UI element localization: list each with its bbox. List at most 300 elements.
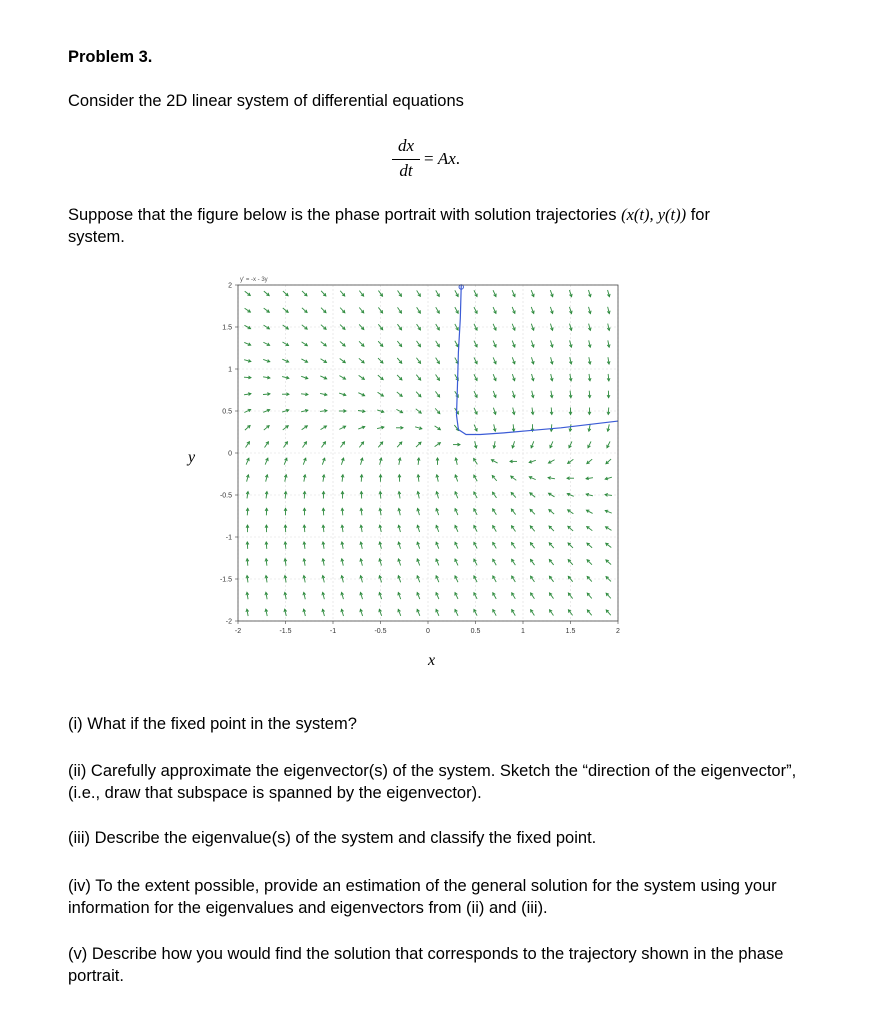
field-arrow <box>379 475 382 482</box>
field-arrow <box>455 307 458 313</box>
field-arrow <box>359 291 363 296</box>
field-arrow <box>474 458 478 464</box>
field-arrow <box>246 442 250 448</box>
field-arrow <box>512 290 515 296</box>
field-arrow <box>493 290 496 296</box>
field-arrow <box>301 376 308 379</box>
field-arrow <box>265 458 268 464</box>
field-arrow <box>359 375 365 379</box>
field-arrow <box>302 291 307 296</box>
y-tick-label: 2 <box>228 282 232 290</box>
field-arrow <box>417 609 420 615</box>
field-arrow <box>398 593 401 600</box>
field-arrow <box>341 525 344 532</box>
field-arrow <box>360 609 363 616</box>
field-arrow <box>493 374 496 380</box>
field-arrow <box>530 509 535 514</box>
field-arrow <box>303 592 306 599</box>
field-arrow <box>436 358 440 364</box>
field-arrow <box>341 559 344 566</box>
x-tick-label: -2 <box>234 628 242 635</box>
field-arrow <box>531 593 535 599</box>
field-arrow <box>587 560 592 565</box>
field-arrow <box>491 460 497 463</box>
field-arrow <box>321 426 327 430</box>
field-arrow <box>397 358 402 363</box>
field-arrow <box>246 559 249 566</box>
field-arrow <box>321 442 325 448</box>
field-arrow <box>588 340 591 347</box>
field-arrow <box>607 290 610 297</box>
field-arrow <box>417 458 420 465</box>
field-arrow <box>303 542 306 549</box>
field-arrow <box>398 290 402 296</box>
field-arrow <box>398 475 401 482</box>
field-arrow <box>568 543 573 548</box>
field-arrow <box>455 475 458 482</box>
question-v: (v) Describe how you would find the solution that corresponds to the trajectory shown in the phase portrait. <box>68 945 784 985</box>
field-arrow <box>493 357 496 363</box>
field-arrow <box>511 526 515 532</box>
field-arrow <box>512 424 515 431</box>
suppose-text-a: Suppose that the figure below is the phase portrait with solution trajectories <box>68 206 622 224</box>
field-arrow <box>416 392 421 397</box>
y-tick-label: 0.5 <box>222 408 232 416</box>
field-arrow <box>531 357 534 364</box>
field-arrow <box>549 543 554 548</box>
field-arrow <box>264 308 270 312</box>
field-arrow <box>339 426 345 429</box>
field-arrow <box>493 341 496 347</box>
field-arrow <box>321 359 327 363</box>
y-tick-label: -1.5 <box>219 576 232 584</box>
x-tick-label: 0.5 <box>470 628 481 635</box>
field-arrow <box>397 392 402 396</box>
field-arrow <box>341 609 344 616</box>
field-arrow <box>417 307 421 313</box>
field-arrow <box>531 391 534 398</box>
field-arrow <box>530 543 534 549</box>
field-arrow <box>455 593 458 599</box>
field-arrow <box>339 376 345 379</box>
field-arrow <box>474 374 477 380</box>
fraction-bar <box>392 159 420 160</box>
field-arrow <box>244 376 251 379</box>
field-arrow <box>339 410 346 413</box>
field-arrow <box>455 525 458 531</box>
field-arrow <box>474 559 477 565</box>
field-arrow <box>512 559 516 565</box>
field-arrow <box>340 325 345 330</box>
field-arrow <box>569 307 572 314</box>
field-arrow <box>455 509 458 515</box>
field-arrow <box>320 409 327 412</box>
field-arrow <box>340 308 345 313</box>
field-arrow <box>549 576 553 582</box>
field-arrow <box>265 525 268 532</box>
field-arrow <box>360 508 363 515</box>
field-arrow <box>398 609 401 616</box>
field-arrow <box>416 442 421 447</box>
field-arrow <box>550 340 553 347</box>
field-arrow <box>455 290 458 296</box>
question-i: (i) What if the fixed point in the system? <box>68 715 357 733</box>
field-arrow <box>303 508 306 515</box>
field-arrow <box>416 409 421 413</box>
field-arrow <box>263 376 270 379</box>
field-arrow <box>549 493 555 497</box>
field-arrow <box>303 559 306 566</box>
field-arrow <box>435 391 439 397</box>
field-arrow <box>550 610 554 616</box>
field-arrow <box>550 290 553 297</box>
rhs-period: . <box>455 149 461 168</box>
field-arrow <box>246 475 249 482</box>
y-tick-label: 0 <box>228 450 232 458</box>
field-arrow <box>493 559 496 565</box>
field-arrow <box>531 374 534 381</box>
field-arrow <box>360 458 363 465</box>
field-arrow <box>531 290 534 297</box>
field-arrow <box>436 508 439 515</box>
field-arrow <box>549 593 553 599</box>
field-arrow <box>550 357 553 364</box>
field-arrow <box>493 526 497 532</box>
field-arrow <box>378 307 382 313</box>
field-arrow <box>246 458 249 464</box>
equation-rhs <box>424 149 460 169</box>
field-arrow <box>587 527 593 531</box>
field-arrow <box>244 393 251 396</box>
question-ii: (ii) Carefully approximate the eigenvector(s) of the system. Sketch the “direction of the eigenvector”, (i.e., draw that subspace is spanned by the eigenvector). <box>68 762 797 802</box>
field-arrow <box>341 458 344 465</box>
field-arrow <box>436 525 439 532</box>
field-arrow <box>246 609 249 616</box>
intro-text: Consider the 2D linear system of differential equations <box>68 92 464 110</box>
field-arrow <box>378 392 384 396</box>
field-arrow <box>245 291 251 295</box>
field-arrow <box>302 342 308 346</box>
field-arrow <box>530 526 534 531</box>
field-arrow <box>588 441 591 447</box>
field-arrow <box>265 508 268 515</box>
field-arrow <box>263 409 269 412</box>
field-arrow <box>321 325 326 330</box>
field-arrow <box>416 358 420 364</box>
field-arrow <box>264 291 269 295</box>
field-arrow <box>244 409 250 412</box>
field-arrow <box>569 391 572 398</box>
equals-sign: = <box>424 149 434 168</box>
field-arrow <box>284 458 287 465</box>
field-arrow <box>607 357 610 364</box>
y-tick-label: 1.5 <box>222 324 232 332</box>
field-arrow <box>417 290 421 296</box>
field-arrow <box>455 542 458 548</box>
field-arrow <box>341 542 344 549</box>
field-arrow <box>360 542 363 549</box>
field-arrow <box>301 359 307 362</box>
field-arrow <box>340 358 346 362</box>
field-arrow <box>360 592 363 599</box>
field-arrow <box>436 559 439 565</box>
field-arrow <box>586 477 593 480</box>
field-arrow <box>455 609 458 615</box>
field-arrow <box>417 525 420 532</box>
field-arrow <box>587 459 592 463</box>
field-arrow <box>321 291 326 296</box>
field-arrow <box>548 460 554 463</box>
field-arrow <box>284 508 287 515</box>
field-arrow <box>550 391 553 398</box>
field-arrow <box>606 459 611 464</box>
field-arrow <box>320 376 326 379</box>
field-arrow <box>322 542 325 549</box>
field-arrow <box>358 393 364 396</box>
field-arrow <box>265 609 268 616</box>
grid <box>238 285 618 621</box>
field-arrow <box>265 592 268 599</box>
field-arrow <box>303 609 306 616</box>
field-arrow <box>492 476 496 481</box>
field-arrow <box>606 560 611 565</box>
field-arrow <box>339 393 346 396</box>
field-arrow <box>398 458 401 465</box>
field-arrow <box>474 290 477 296</box>
field-arrow <box>397 442 402 447</box>
field-arrow <box>360 525 363 532</box>
field-arrow <box>588 374 591 381</box>
field-arrow <box>378 375 383 380</box>
field-arrow <box>379 458 382 465</box>
field-arrow <box>359 308 363 313</box>
field-arrow <box>435 443 441 447</box>
field-arrow <box>379 559 382 566</box>
field-arrow <box>607 374 610 381</box>
field-arrow <box>512 441 515 448</box>
field-arrow <box>417 341 421 347</box>
field-arrow <box>284 525 287 532</box>
field-arrow <box>265 442 269 448</box>
field-arrow <box>493 391 496 398</box>
field-arrow <box>340 442 344 448</box>
y-axis-label: y <box>188 449 196 466</box>
field-arrow <box>322 525 325 532</box>
field-arrow <box>284 559 287 566</box>
field-arrow <box>586 510 592 513</box>
field-arrow <box>588 307 591 314</box>
field-arrow <box>493 424 496 431</box>
field-arrow <box>417 508 420 515</box>
field-arrow <box>265 542 268 549</box>
field-arrow <box>436 593 439 599</box>
field-arrow <box>417 324 421 330</box>
field-arrow <box>264 325 270 329</box>
field-arrow <box>359 442 363 448</box>
field-arrow <box>246 542 249 549</box>
field-arrow <box>302 308 307 313</box>
question-iv: (iv) To the extent possible, provide an estimation of the general solution for the system using your information for the eigenvalues and eigenvectors from (ii) and (iii). <box>68 877 777 917</box>
field-arrow <box>283 291 288 296</box>
field-arrow <box>379 542 382 549</box>
field-arrow <box>244 359 251 362</box>
field-arrow <box>568 576 572 581</box>
field-arrow <box>320 393 327 396</box>
field-arrow <box>493 593 496 599</box>
field-arrow <box>322 559 325 566</box>
field-arrow <box>244 342 250 345</box>
field-arrow <box>360 559 363 566</box>
y-tick-label: 1 <box>228 366 232 374</box>
field-arrow <box>531 610 535 616</box>
field-arrow <box>264 426 269 430</box>
field-arrow <box>322 609 325 616</box>
field-arrow <box>245 425 250 430</box>
field-arrow <box>453 443 460 446</box>
field-arrow <box>417 559 420 566</box>
field-arrow <box>263 342 269 345</box>
field-arrow <box>510 460 517 463</box>
field-arrow <box>529 460 536 463</box>
field-arrow <box>397 375 402 380</box>
field-arrow <box>340 341 345 346</box>
field-arrow <box>587 610 591 615</box>
x-tick-label: -1.5 <box>279 628 292 635</box>
field-arrow <box>493 610 496 616</box>
field-arrow <box>378 291 382 297</box>
field-arrow <box>549 510 554 515</box>
field-arrow <box>587 543 592 548</box>
fraction-denominator: dt <box>399 161 413 180</box>
field-arrow <box>416 375 420 380</box>
field-arrow <box>244 325 250 328</box>
field-arrow <box>265 559 268 566</box>
field-arrow <box>436 609 439 615</box>
field-arrow <box>606 593 611 598</box>
field-arrow <box>283 308 288 312</box>
field-arrow <box>588 290 591 297</box>
field-arrow <box>436 458 439 465</box>
field-arrow <box>341 475 344 482</box>
field-arrow <box>606 543 612 547</box>
field-arrow <box>550 374 553 381</box>
field-arrow <box>398 542 401 549</box>
y-tick-label: -0.5 <box>219 492 232 500</box>
field-arrow <box>512 357 515 364</box>
field-arrow <box>531 340 534 347</box>
field-arrow <box>303 458 306 465</box>
plot-title: y' = -x - 3y <box>240 277 268 283</box>
field-arrow <box>512 542 516 548</box>
field-arrow <box>398 559 401 566</box>
field-arrow <box>436 475 439 482</box>
field-arrow <box>569 290 572 297</box>
field-arrow <box>550 307 553 314</box>
field-arrow <box>531 576 535 582</box>
field-arrow <box>263 393 270 396</box>
field-arrow <box>415 427 422 430</box>
derivative-fraction <box>392 136 420 183</box>
field-arrow <box>340 291 345 296</box>
problem-heading: Problem 3. <box>68 48 153 66</box>
field-arrow <box>436 307 440 313</box>
field-arrow <box>529 477 535 480</box>
x-tick-label: -0.5 <box>374 628 387 635</box>
field-arrow <box>549 526 554 531</box>
field-arrow <box>548 477 555 480</box>
field-arrow <box>246 525 249 532</box>
field-arrow <box>568 560 573 565</box>
x-axis-label: x <box>428 652 436 669</box>
suppose-text-b: for <box>686 206 710 224</box>
field-arrow <box>493 307 496 313</box>
field-arrow <box>417 542 420 549</box>
field-arrow <box>531 307 534 314</box>
field-arrow <box>455 559 458 565</box>
field-arrow <box>512 307 515 313</box>
field-arrow <box>303 475 306 482</box>
field-arrow <box>512 391 515 398</box>
field-arrow <box>302 426 308 430</box>
field-arrow <box>322 475 325 482</box>
x-tick-label: 1.5 <box>565 628 576 635</box>
field-arrow <box>474 475 477 481</box>
field-arrow <box>398 525 401 532</box>
field-arrow <box>245 308 251 312</box>
field-arrow <box>550 424 553 431</box>
field-arrow <box>512 593 516 599</box>
field-arrow <box>322 508 325 515</box>
field-arrow <box>436 290 439 296</box>
field-arrow <box>474 391 477 397</box>
rhs-term: Ax <box>437 149 456 168</box>
field-arrow <box>417 475 420 482</box>
field-arrow <box>607 441 610 447</box>
suppose-line-1 <box>68 204 710 226</box>
field-arrow <box>301 393 308 396</box>
field-arrow <box>607 307 610 314</box>
field-arrow <box>512 374 515 381</box>
field-arrow <box>322 592 325 599</box>
field-arrow <box>550 441 553 447</box>
field-arrow <box>606 527 612 531</box>
field-arrow <box>417 593 420 600</box>
field-arrow <box>607 340 610 347</box>
field-arrow <box>549 559 553 564</box>
field-arrow <box>435 426 441 430</box>
field-arrow <box>341 592 344 599</box>
fraction-numerator: dx <box>397 136 415 155</box>
field-arrow <box>397 307 401 313</box>
x-tick-label: 1 <box>521 628 525 635</box>
field-arrow <box>358 426 365 429</box>
field-arrow <box>265 475 268 482</box>
field-arrow <box>511 509 515 515</box>
field-arrow <box>284 542 287 549</box>
field-arrow <box>397 341 401 347</box>
field-arrow <box>493 509 497 515</box>
phase-portrait <box>170 265 630 675</box>
field-arrow <box>512 610 516 616</box>
field-arrow <box>322 458 325 465</box>
field-arrow <box>512 341 515 348</box>
field-arrow <box>474 307 477 313</box>
field-arrow <box>246 592 249 599</box>
field-arrow <box>436 542 439 549</box>
x-tick-label: -1 <box>329 628 337 635</box>
field-arrow <box>605 510 611 513</box>
field-arrow <box>359 341 364 346</box>
